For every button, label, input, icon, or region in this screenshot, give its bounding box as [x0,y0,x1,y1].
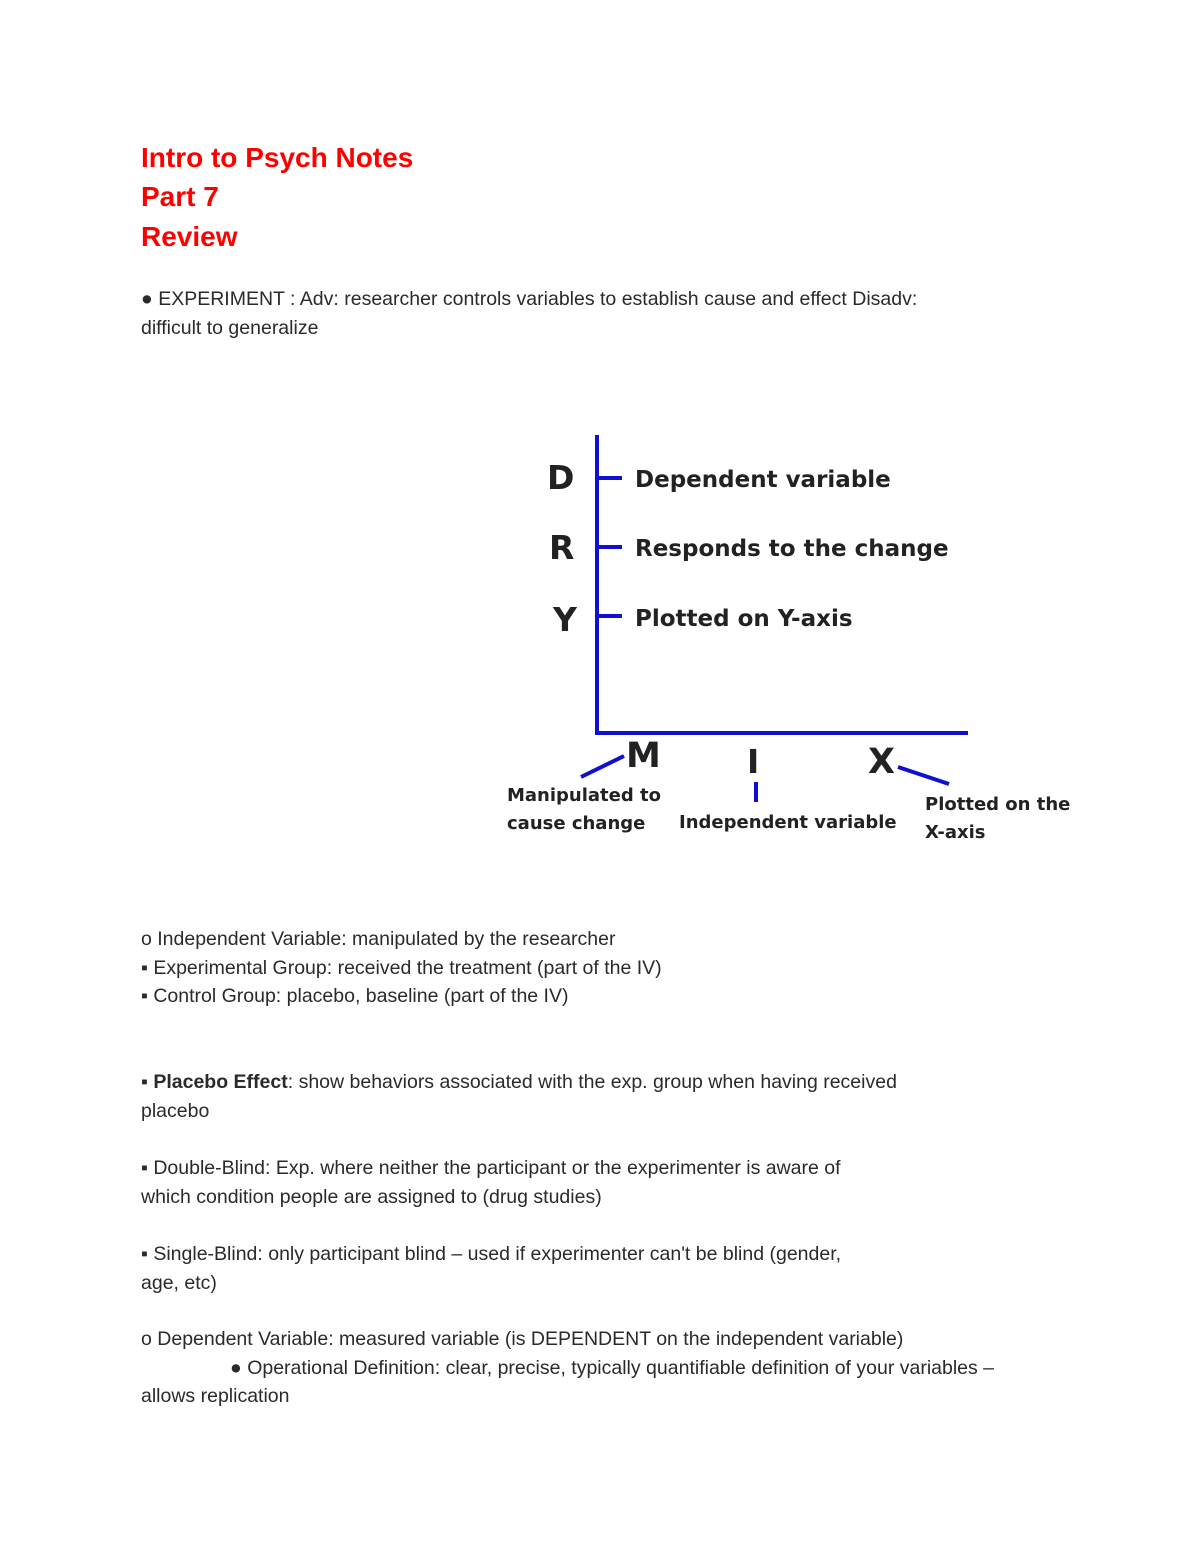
doc-part: Part 7 [141,181,219,212]
label-plotted-x-1: Plotted on the [925,794,1070,815]
double-blind-line-1: ▪ Double-Blind: Exp. where neither the participant or the experimenter is aware of [141,1157,841,1179]
dry-mix-diagram [490,425,1070,855]
label-manipulated-2: cause change [507,813,646,834]
label-plotted-x-2: X-axis [925,822,986,843]
experimental-group-line: ▪ Experimental Group: received the treatment (part of the IV) [141,956,662,979]
label-responds: Responds to the change [635,536,949,562]
bullet: ● [141,288,153,310]
letter-x: X [868,742,895,782]
letter-d: D [547,458,575,497]
single-blind-block [141,1240,1081,1297]
dv-block [141,1325,1081,1411]
label-manipulated-1: Manipulated to [507,785,661,806]
single-blind-line-1: ▪ Single-Blind: only participant blind – used if experimenter can't be blind (gender, [141,1243,842,1265]
label-independent-variable: Independent variable [679,812,897,833]
placebo-block [141,1068,1081,1125]
connector-x [898,767,949,784]
double-blind-block [141,1154,1081,1211]
op-def-line [141,1357,994,1379]
control-group-line: ▪ Control Group: placebo, baseline (part of the IV) [141,985,569,1008]
experiment-paragraph [141,285,1081,342]
iv-line: o Independent Variable: manipulated by the researcher [141,928,616,950]
single-blind-line-2: age, etc) [141,1271,217,1294]
letter-i: I [747,742,760,781]
op-def-text: Operational Definition: clear, precise, typically quantifiable definition of your variables – [247,1356,995,1379]
dv-line: o Dependent Variable: measured variable (is DEPENDENT on the independent variable) [141,1328,904,1350]
experiment-text: EXPERIMENT : Adv: researcher controls variables to establish cause and effect Disadv: [158,288,918,310]
doc-section: Review [141,221,238,252]
double-blind-line-2: which condition people are assigned to (drug studies) [141,1185,602,1208]
letter-m: M [626,736,661,776]
placebo-term: Placebo Effect [153,1071,288,1093]
iv-block [141,925,1081,1011]
bullet: ▪ [141,1071,154,1093]
letter-y: Y [553,600,577,639]
placebo-text: : show behaviors associated with the exp. group when having received [287,1071,897,1093]
connector-m [581,756,624,777]
placebo-continuation: placebo [141,1099,210,1122]
letter-r: R [549,528,575,567]
bullet: ● [230,1356,242,1379]
label-plotted-y: Plotted on Y-axis [635,606,853,632]
label-dependent-variable: Dependent variable [635,467,891,493]
experiment-continuation: difficult to generalize [141,316,319,339]
op-def-continuation: allows replication [141,1385,290,1408]
doc-title: Intro to Psych Notes [141,142,414,173]
